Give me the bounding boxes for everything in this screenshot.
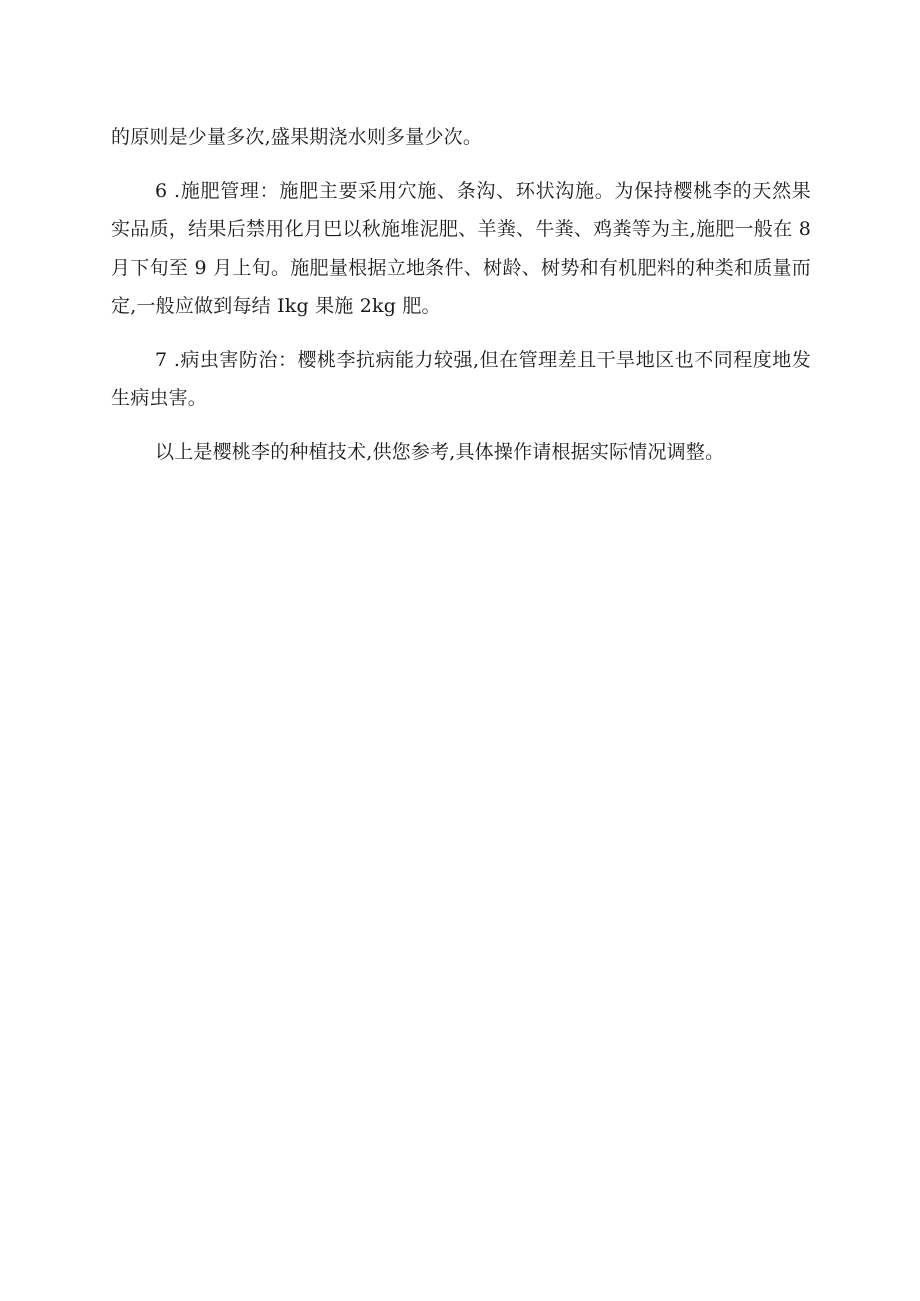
paragraph-conclusion: 以上是樱桃李的种植技术,供您参考,具体操作请根据实际情况调整。 [155,440,725,463]
document-body [111,118,811,486]
paragraph-fertilizer-management: 6 .施肥管理：施肥主要采用穴施、条沟、环状沟施。为保持樱桃李的天然果实品质，结果后禁用化月巴以秋施堆泥肥、羊粪、牛粪、鸡粪等为主,施肥一般在 8 月下旬至 9 月上旬。施肥量根据立地条件、树龄、树势和有机肥料的种类和质量而定,一般应做到每结 Ikg 果施 2kg 肥。 [111,179,811,317]
paragraph-watering-continued: 的原则是少量多次,盛果期浇水则多量少次。 [111,126,483,148]
paragraph-pest-control: 7 .病虫害防治：樱桃李抗病能力较强,但在管理差且干旱地区也不同程度地发生病虫害。 [111,348,811,409]
